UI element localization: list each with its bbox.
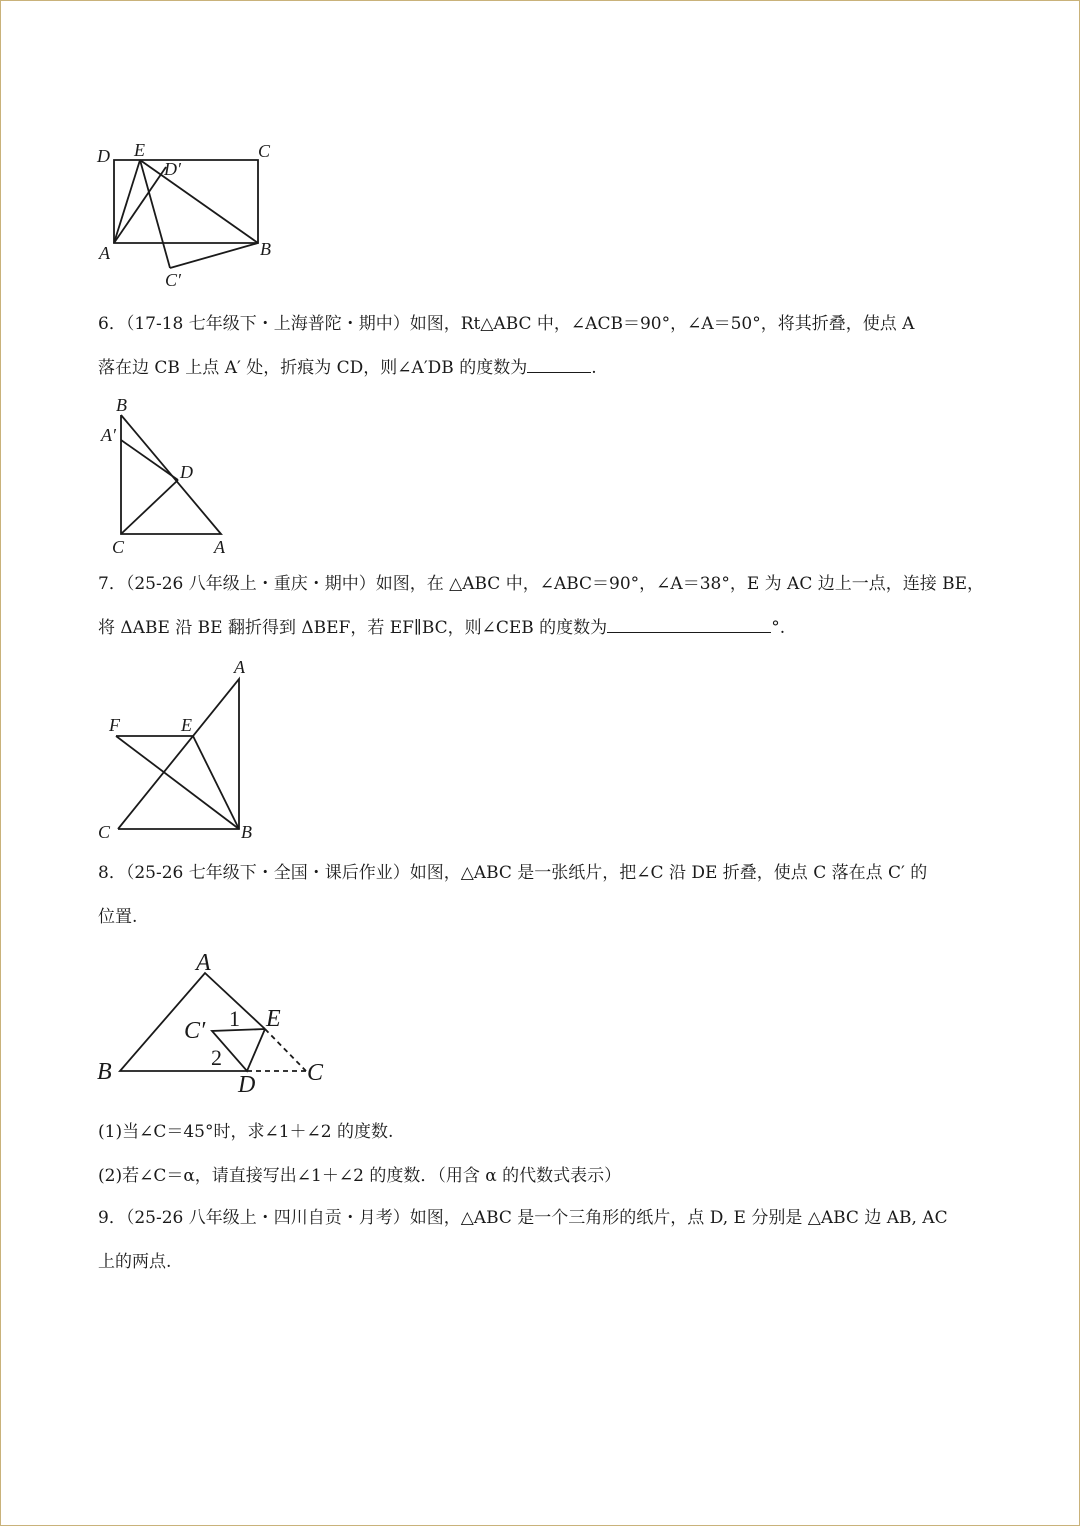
segment-aprime-d (121, 440, 178, 480)
label-e: E (266, 1006, 281, 1032)
figure-q5 (90, 135, 310, 295)
segment-fb (116, 736, 239, 829)
question-7-line-1: 7．（25-26 八年级上・重庆・期中）如图，在 △ABC 中，∠ABC＝90°，∠A＝38°，E 为 AC 边上一点，连接 BE， (98, 574, 985, 594)
question-9-line-1: 9．（25-26 八年级上・四川自贡・月考）如图，△ABC 是一个三角形的纸片，点 D, E 分别是 △ABC 边 AB, AC (98, 1208, 948, 1228)
label-a: A (196, 950, 211, 976)
label-d: D (238, 1072, 256, 1098)
segment-eb (140, 160, 258, 243)
question-6-line-1: 6．（17-18 七年级下・上海普陀・期中）如图，Rt△ABC 中，∠ACB＝90°，∠A＝50°，将其折叠，使点 A (98, 314, 915, 334)
label-a: A (214, 537, 225, 557)
triangle-abc (118, 679, 239, 829)
question-9-line-2: 上的两点. (98, 1252, 172, 1272)
figure-q6 (95, 392, 240, 562)
question-8-part-1: (1)当∠C＝45°时，求∠1＋∠2 的度数. (98, 1122, 394, 1142)
label-b: B (241, 822, 252, 842)
label-b: B (260, 239, 271, 259)
label-a: A (99, 243, 110, 263)
question-8-part-2: (2)若∠C＝α，请直接写出∠1＋∠2 的度数．（用含 α 的代数式表示） (98, 1166, 622, 1186)
label-cprime: C′ (184, 1018, 206, 1044)
label-c: C (112, 537, 125, 557)
label-b: B (116, 395, 127, 415)
question-6-line-2: 落在边 CB 上点 A′ 处，折痕为 CD，则∠A′DB 的度数为 . (98, 346, 597, 390)
label-e: E (134, 140, 145, 160)
label-c: C (307, 1060, 324, 1086)
label-c: C (98, 822, 111, 842)
label-angle-2: 2 (211, 1045, 222, 1070)
segment-ec-dashed (265, 1029, 306, 1071)
segment-cd (121, 480, 178, 534)
figure-q8 (95, 945, 335, 1098)
label-dprime: D′ (164, 159, 181, 179)
label-c: C (258, 141, 271, 161)
segment-cb (170, 243, 258, 268)
label-b: B (97, 1059, 112, 1085)
label-cprime: C′ (165, 270, 181, 290)
answer-blank-q6[interactable] (527, 352, 591, 373)
label-d: D (97, 146, 110, 166)
label-a: A (234, 657, 245, 677)
figure-q7 (95, 655, 265, 845)
question-7-line-2: 将 ΔABE 沿 BE 翻折得到 ΔBEF，若 EF∥BC，则∠CEB 的度数为 °. (98, 606, 785, 650)
label-f: F (109, 715, 120, 735)
segment-ad (114, 167, 166, 243)
answer-blank-q7[interactable] (607, 612, 771, 633)
question-8-line-1: 8．（25-26 七年级下・全国・课后作业）如图，△ABC 是一张纸片，把∠C 沿 DE 折叠，使点 C 落在点 C′ 的 (98, 863, 928, 883)
question-8-line-2: 位置. (98, 907, 138, 927)
segment-ae (114, 160, 140, 243)
label-aprime: A′ (101, 425, 116, 445)
label-angle-1: 1 (229, 1006, 240, 1031)
segment-eb (193, 736, 239, 829)
label-d: D (180, 462, 193, 482)
label-e: E (181, 715, 192, 735)
